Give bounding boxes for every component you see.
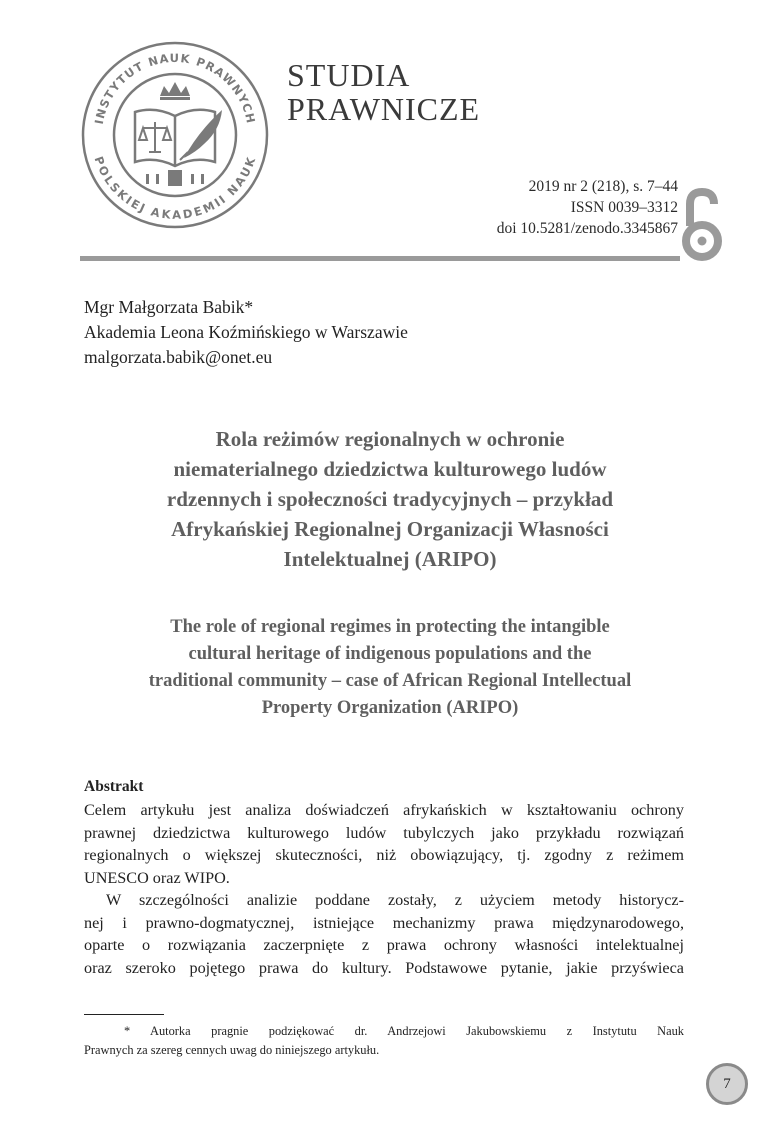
title-en-line: The role of regional regimes in protecting the intangible: [170, 617, 610, 637]
base-icon: [146, 170, 204, 186]
title-en-line: Property Organization (ARIPO): [261, 698, 519, 718]
article-title-polish: [80, 424, 700, 574]
title-pl-line: rdzennych i społeczności tradycyjnych – przykład: [166, 487, 614, 511]
header-rule: [80, 256, 680, 261]
abstract-line: UNESCO oraz WIPO.: [84, 868, 230, 887]
title-pl-line: Afrykańskiej Regionalnej Organizacji Własności: [171, 517, 609, 541]
issue-meta: [380, 176, 678, 239]
issue-issn: ISSN 0039–3312: [570, 199, 678, 216]
title-pl-line: niematerialnego dziedzictwa kulturowego ludów: [173, 457, 607, 481]
author-affiliation: Akademia Leona Koźmińskiego w Warszawie: [84, 322, 408, 342]
title-pl-line: Rola reżimów regionalnych w ochronie: [215, 427, 565, 451]
abstract-line: regionalnych o większej skuteczności, niż obowiązujący, tj. zgodny z reżimem: [84, 846, 684, 864]
logo-arc-top-path: INSTYTUT NAUK PRAWNYCH: [91, 50, 259, 126]
abstract-line: oraz szeroko pojętego prawa do kultury. Podstawowe pytanie, jakie przyświeca: [84, 958, 684, 977]
page-number: 7: [723, 1075, 731, 1092]
journal-title-line2: PRAWNICZE: [287, 91, 481, 127]
abstract-line: Celem artykułu jest analiza doświadczeń afrykańskich w kształtowaniu ochrony: [84, 801, 684, 819]
crown-icon: [160, 82, 190, 100]
author-block: [84, 295, 408, 370]
footnote-line: * Autorka pragnie podziękować dr. Andrzejowi Jakubowskiemu z Instytutu Nauk: [124, 1024, 684, 1038]
issue-citation: 2019 nr 2 (218), s. 7–44: [528, 178, 678, 195]
abstract-line: prawnej dziedzictwa kulturowego ludów tubylczych jako przykładu rozwiązań: [84, 823, 684, 842]
title-pl-line: Intelektualnej (ARIPO): [283, 547, 497, 571]
footnote: [84, 1022, 684, 1060]
article-title-english: [80, 614, 700, 722]
logo-arc-bottom-path: POLSKIEJ AKADEMII NAUK: [91, 154, 259, 222]
author-name: Mgr Małgorzata Babik*: [84, 297, 254, 317]
scales-icon: [139, 122, 171, 152]
author-email[interactable]: malgorzata.babik@onet.eu: [84, 347, 273, 367]
issue-doi[interactable]: doi 10.5281/zenodo.3345867: [496, 220, 678, 237]
abstract-line: W szczególności analizie poddane zostały, z użyciem metody historycz-: [106, 891, 684, 909]
abstract-line: nej i prawno-dogmatycznej, istniejące mechanizmy prawa międzynarodowego,: [84, 913, 684, 932]
institute-logo: [80, 40, 270, 230]
title-en-line: cultural heritage of indigenous populations and the: [188, 644, 592, 664]
abstract-heading: Abstrakt: [84, 778, 144, 795]
footnote-rule: [84, 1014, 164, 1015]
journal-title: [287, 58, 480, 126]
journal-title-line1: STUDIA: [287, 57, 411, 93]
page-number-badge: [706, 1063, 748, 1105]
footnote-line: Prawnych za szereg cennych uwag do niniejszego artykułu.: [84, 1043, 380, 1057]
title-en-line: traditional community – case of African Regional Intellectual: [148, 671, 632, 691]
abstract-line: oparte o rozwiązania zaczerpnięte z prawa ochrony własności intelektualnej: [84, 936, 684, 954]
open-access-icon: [682, 186, 722, 264]
quill-icon: [184, 110, 222, 158]
abstract-body: [84, 799, 684, 979]
